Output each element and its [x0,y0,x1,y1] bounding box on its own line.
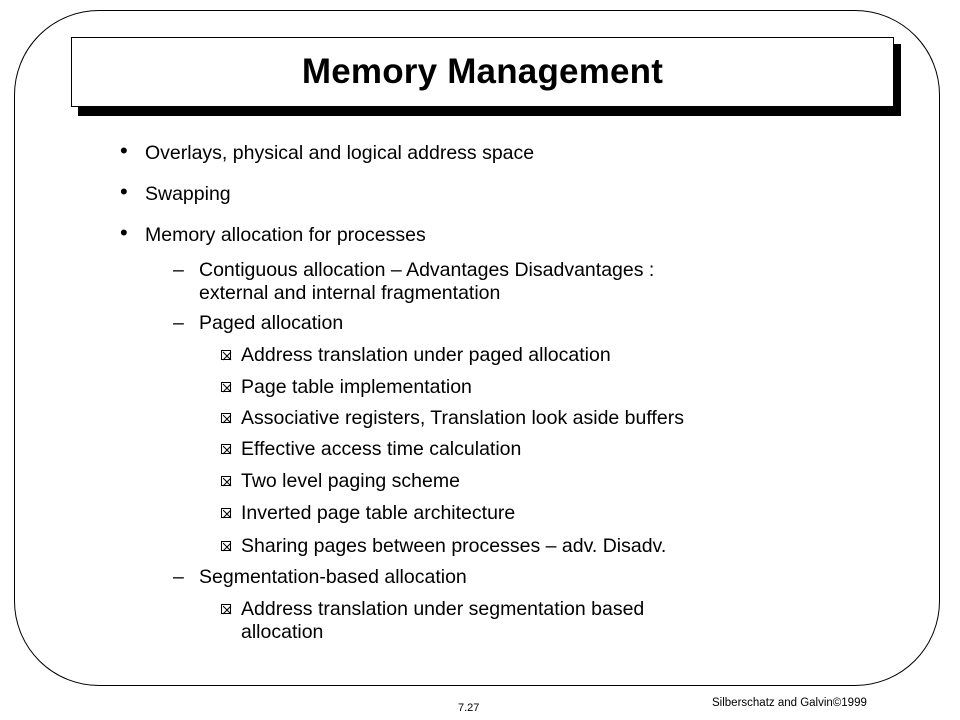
sub-sub-item-text: Page table implementation [241,376,472,398]
bullet-text: Swapping [145,183,231,205]
sub-sub-item-text: Associative registers, Translation look aside buffers [241,407,684,429]
bullet-text: Overlays, physical and logical address space [145,142,535,164]
sub-item-text-cont: external and internal fragmentation [199,282,501,304]
x-box-icon [221,444,231,454]
sub-sub-item-text: Address translation under segmentation based [241,598,645,620]
sub-item-text: Segmentation-based allocation [199,566,467,588]
dash-marker: – [173,566,184,588]
dash-marker: – [173,312,184,334]
x-box-icon [221,413,231,423]
sub-sub-item-text: Address translation under paged allocation [241,344,611,366]
x-box-icon [221,541,231,551]
sub-item-text: Paged allocation [199,312,344,334]
bullet-dot-icon: • [120,220,128,245]
x-box-icon [221,350,231,360]
sub-sub-item-text: Two level paging scheme [241,470,460,492]
sub-sub-item-text-cont: allocation [241,621,324,643]
x-box-icon [221,476,231,486]
sub-sub-item-text: Effective access time calculation [241,438,522,460]
page-number: 7.27 [458,702,480,714]
sub-item-text: Contiguous allocation – Advantages Disadvantages : [199,259,655,281]
sub-sub-item-text: Sharing pages between processes – adv. Disadv. [241,535,667,557]
x-box-icon [221,382,231,392]
footer-credit: Silberschatz and Galvin©1999 [712,697,867,709]
x-box-icon [221,508,231,518]
bullet-text: Memory allocation for processes [145,224,426,246]
bullet-dot-icon: • [120,138,128,163]
x-box-icon [221,604,231,614]
sub-sub-item-text: Inverted page table architecture [241,502,516,524]
bullet-dot-icon: • [120,179,128,204]
slide-title: Memory Management [301,52,664,91]
dash-marker: – [173,259,184,281]
